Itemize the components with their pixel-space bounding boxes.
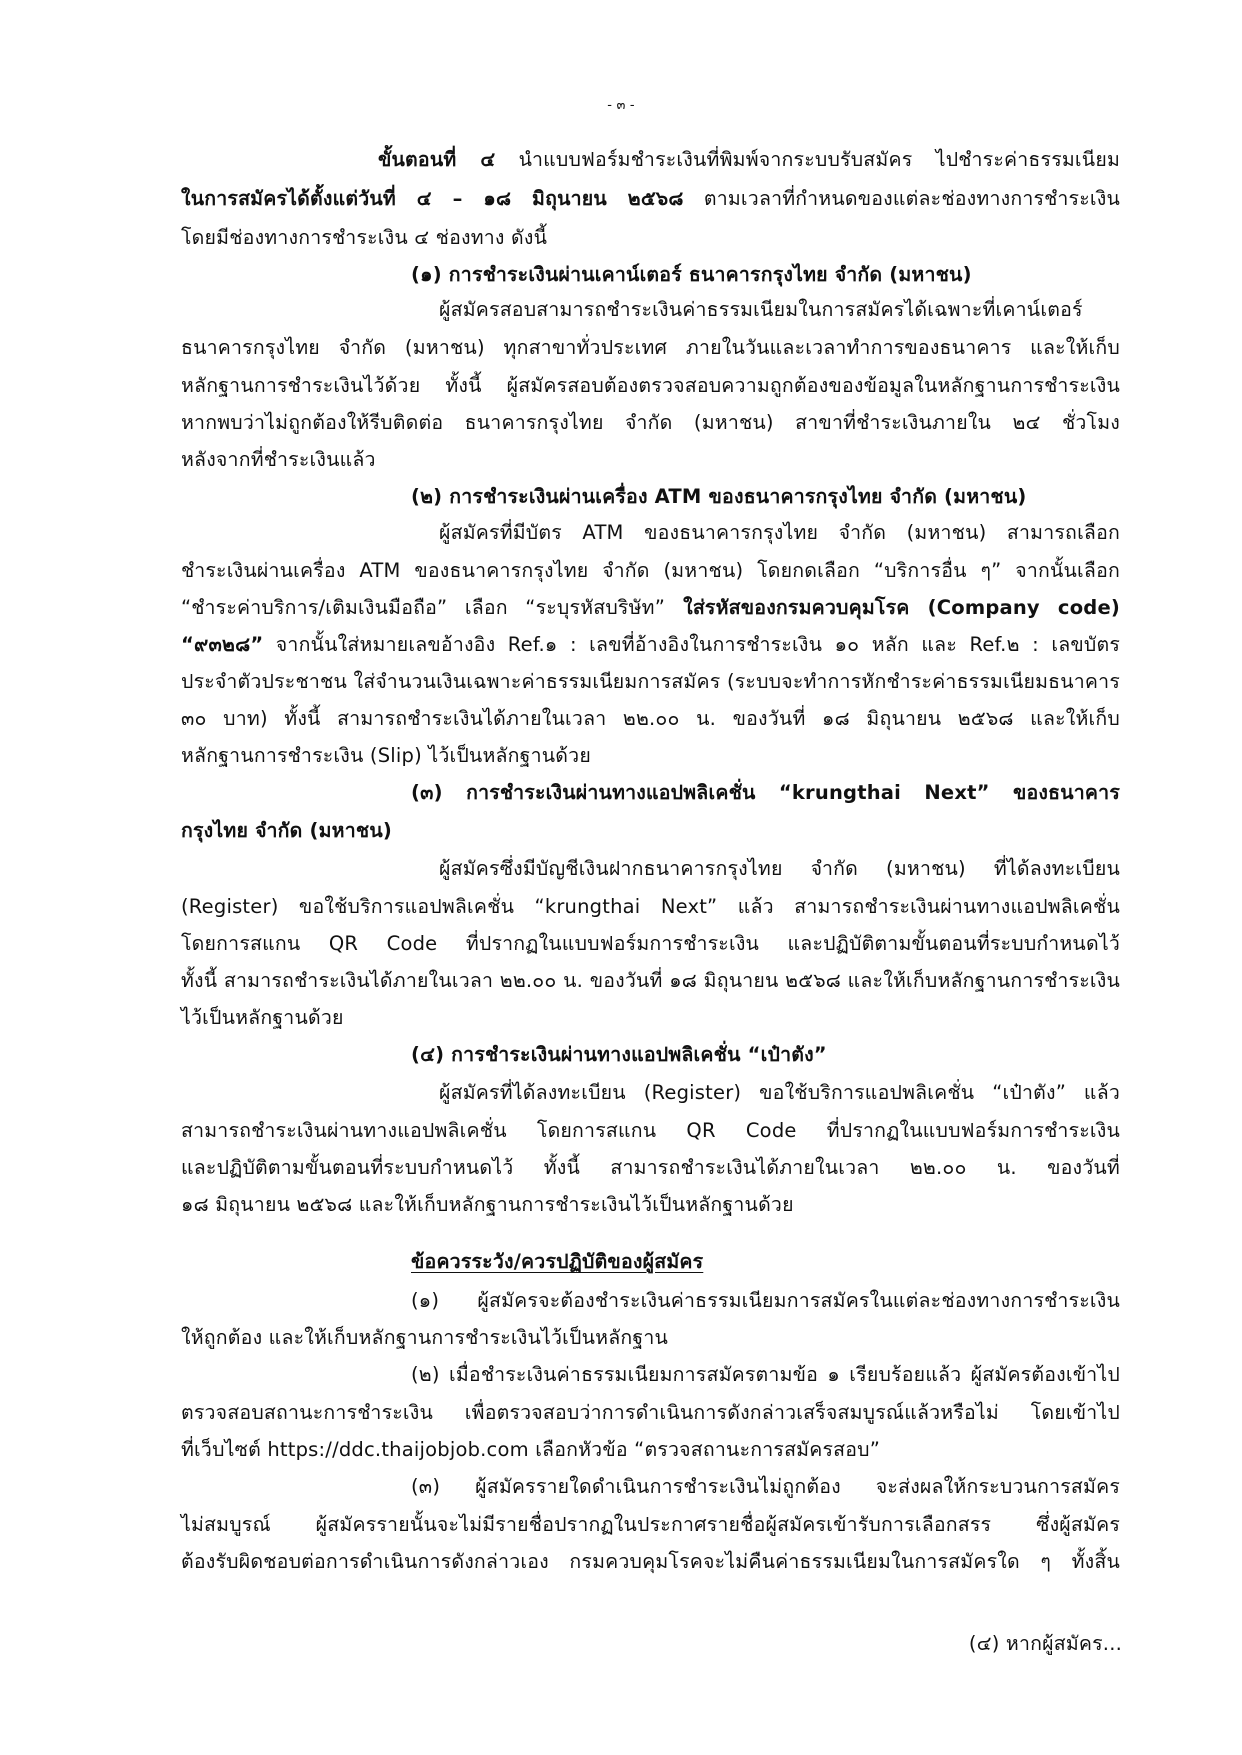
channel-3-line: ทั้งนี้ สามารถชำระเงินได้ภายในเวลา ๒๒.๐๐ น. ของวันที่ ๑๘ มิถุนายน ๒๕๖๘ และให้เก็บหลักฐานการชำระเงิน (181, 969, 1120, 992)
channel-3-heading: (๓) การชำระเงินผ่านทางแอปพลิเคชั่น “krungthai Next” ของธนาคาร (411, 781, 1120, 804)
channel-1-line: ผู้สมัครสอบสามารถชำระเงินค่าธรรมเนียมในการสมัครได้เฉพาะที่เคาน์เตอร์ (439, 298, 1083, 321)
precaution-3-line: ไม่สมบูรณ์ ผู้สมัครรายนั้นจะไม่มีรายชื่อปรากฏในประกาศรายชื่อผู้สมัครเข้ารับการเลือกสรร ซึ่งผู้สมัคร (181, 1513, 1120, 1536)
channel-2-heading: (๒) การชำระเงินผ่านเครื่อง ATM ของธนาคารกรุงไทย จำกัด (มหาชน) (411, 485, 1027, 508)
channel-2-ref-text: จากนั้นใส่หมายเลขอ้างอิง Ref.๑ : เลขที่อ้างอิงในการชำระเงิน ๑๐ หลัก และ Ref.๒ : เลขบัตร (263, 633, 1120, 656)
step4-lead-bold: ขั้นตอนที่ ๔ (378, 148, 496, 171)
step4-line-3: โดยมีช่องทางการชำระเงิน ๔ ช่องทาง ดังนี้ (181, 226, 548, 249)
channel-2-line: ผู้สมัครที่มีบัตร ATM ของธนาคารกรุงไทย จำกัด (มหาชน) สามารถเลือก (439, 521, 1120, 544)
channel-3-line: (Register) ขอใช้บริการแอปพลิเคชั่น “krungthai Next” แล้ว สามารถชำระเงินผ่านทางแอปพลิเคชั่น (181, 895, 1120, 918)
precautions-title: ข้อควรระวัง/ควรปฏิบัติของผู้สมัคร (411, 1250, 704, 1273)
precaution-3-line: (๓) ผู้สมัครรายใดดำเนินการชำระเงินไม่ถูกต้อง จะส่งผลให้กระบวนการสมัคร (411, 1475, 1120, 1498)
channel-4-line: สามารถชำระเงินผ่านทางแอปพลิเคชั่น โดยการสแกน QR Code ที่ปรากฏในแบบฟอร์มการชำระเงิน (181, 1119, 1120, 1142)
channel-4-line: ผู้สมัครที่ได้ลงทะเบียน (Register) ขอใช้บริการแอปพลิเคชั่น “เป๋าตัง” แล้ว (439, 1081, 1120, 1104)
channel-2-line: หลักฐานการชำระเงิน (Slip) ไว้เป็นหลักฐานด้วย (181, 744, 591, 767)
channel-4-line: ๑๘ มิถุนายน ๒๕๖๘ และให้เก็บหลักฐานการชำระเงินไว้เป็นหลักฐานด้วย (181, 1193, 794, 1216)
channel-2-line: ประจำตัวประชาชน ใส่จำนวนเงินเฉพาะค่าธรรมเนียมการสมัคร (ระบบจะทำการหักชำระค่าธรรมเนียมธนาคาร (181, 670, 1120, 693)
channel-1-line: หลักฐานการชำระเงินไว้ด้วย ทั้งนี้ ผู้สมัครสอบต้องตรวจสอบความถูกต้องของข้อมูลในหลักฐานการชำระเงิน (181, 374, 1120, 397)
channel-2-line: ๓๐ บาท) ทั้งนี้ สามารถชำระเงินได้ภายในเวลา ๒๒.๐๐ น. ของวันที่ ๑๘ มิถุนายน ๒๕๖๘ และให้เก็บ (181, 707, 1120, 730)
channel-2-company-code-label: ใส่รหัสของกรมควบคุมโรค (Company code) (665, 596, 1120, 619)
channel-1-line: หากพบว่าไม่ถูกต้องให้รีบติดต่อ ธนาคารกรุงไทย จำกัด (มหาชน) สาขาที่ชำระเงินภายใน ๒๔ ชั่วโมง (181, 411, 1120, 434)
precaution-1-line: (๑) ผู้สมัครจะต้องชำระเงินค่าธรรมเนียมการสมัครในแต่ละช่องทางการชำระเงิน (411, 1289, 1120, 1312)
continuation-note: (๔) หากผู้สมัคร... (968, 1632, 1122, 1655)
step4-lead-rest: นำแบบฟอร์มชำระเงินที่พิมพ์จากระบบรับสมัคร ไปชำระค่าธรรมเนียม (495, 148, 1120, 171)
step4-line-1 (378, 142, 1120, 178)
channel-2-company-code: “๙๓๒๘” (181, 633, 264, 656)
precaution-2-line: ตรวจสอบสถานะการชำระเงิน เพื่อตรวจสอบว่าการดำเนินการดังกล่าวเสร็จสมบูรณ์แล้วหรือไม่ โดยเข้าไป (181, 1401, 1120, 1424)
channel-3-line: โดยการสแกน QR Code ที่ปรากฏในแบบฟอร์มการชำระเงิน และปฏิบัติตามขั้นตอนที่ระบบกำหนดไว้ (181, 932, 1120, 955)
channel-1-heading: (๑) การชำระเงินผ่านเคาน์เตอร์ ธนาคารกรุงไทย จำกัด (มหาชน) (411, 263, 972, 286)
precaution-2-line: ที่เว็บไซต์ https://ddc.thaijobjob.com เลือกหัวข้อ “ตรวจสถานะการสมัครสอบ” (181, 1438, 881, 1461)
step4-line-2 (181, 181, 1120, 217)
step4-line2-rest: ตามเวลาที่กำหนดของแต่ละช่องทางการชำระเงิน (683, 187, 1120, 210)
precaution-3-line: ต้องรับผิดชอบต่อการดำเนินการดังกล่าวเอง กรมควบคุมโรคจะไม่คืนค่าธรรมเนียมในการสมัครใด ๆ ทั้งสิ้น (181, 1550, 1120, 1573)
channel-2-line (181, 590, 1120, 626)
channel-2-menu-text: “ชำระค่าบริการ/เติมเงินมือถือ” เลือก “ระบุรหัสบริษัท” (181, 596, 666, 619)
channel-4-line: และปฏิบัติตามขั้นตอนที่ระบบกำหนดไว้ ทั้งนี้ สามารถชำระเงินได้ภายในเวลา ๒๒.๐๐ น. ของวันที่ (181, 1156, 1120, 1179)
channel-2-line: ชำระเงินผ่านเครื่อง ATM ของธนาคารกรุงไทย จำกัด (มหาชน) โดยกดเลือก “บริการอื่น ๆ” จากนั้นเลือก (181, 559, 1120, 582)
step4-line2-bold: ในการสมัครได้ตั้งแต่วันที่ ๔ – ๑๘ มิถุนายน ๒๕๖๘ (181, 187, 684, 210)
page-number: - ๓ - (607, 98, 635, 113)
channel-3-heading-cont: กรุงไทย จำกัด (มหาชน) (181, 819, 392, 842)
channel-4-heading: (๔) การชำระเงินผ่านทางแอปพลิเคชั่น “เป๋าตัง” (411, 1043, 827, 1066)
precaution-1-line: ให้ถูกต้อง และให้เก็บหลักฐานการชำระเงินไว้เป็นหลักฐาน (181, 1326, 669, 1349)
channel-1-line: ธนาคารกรุงไทย จำกัด (มหาชน) ทุกสาขาทั่วประเทศ ภายในวันและเวลาทำการของธนาคาร และให้เก็บ (181, 336, 1120, 359)
channel-3-line: ไว้เป็นหลักฐานด้วย (181, 1006, 344, 1029)
channel-1-line: หลังจากที่ชำระเงินแล้ว (181, 448, 376, 471)
channel-2-line (181, 627, 1120, 663)
channel-3-line: ผู้สมัครซึ่งมีบัญชีเงินฝากธนาคารกรุงไทย จำกัด (มหาชน) ที่ได้ลงทะเบียน (439, 857, 1120, 880)
precaution-2-line: (๒) เมื่อชำระเงินค่าธรรมเนียมการสมัครตามข้อ ๑ เรียบร้อยแล้ว ผู้สมัครต้องเข้าไป (411, 1363, 1120, 1386)
